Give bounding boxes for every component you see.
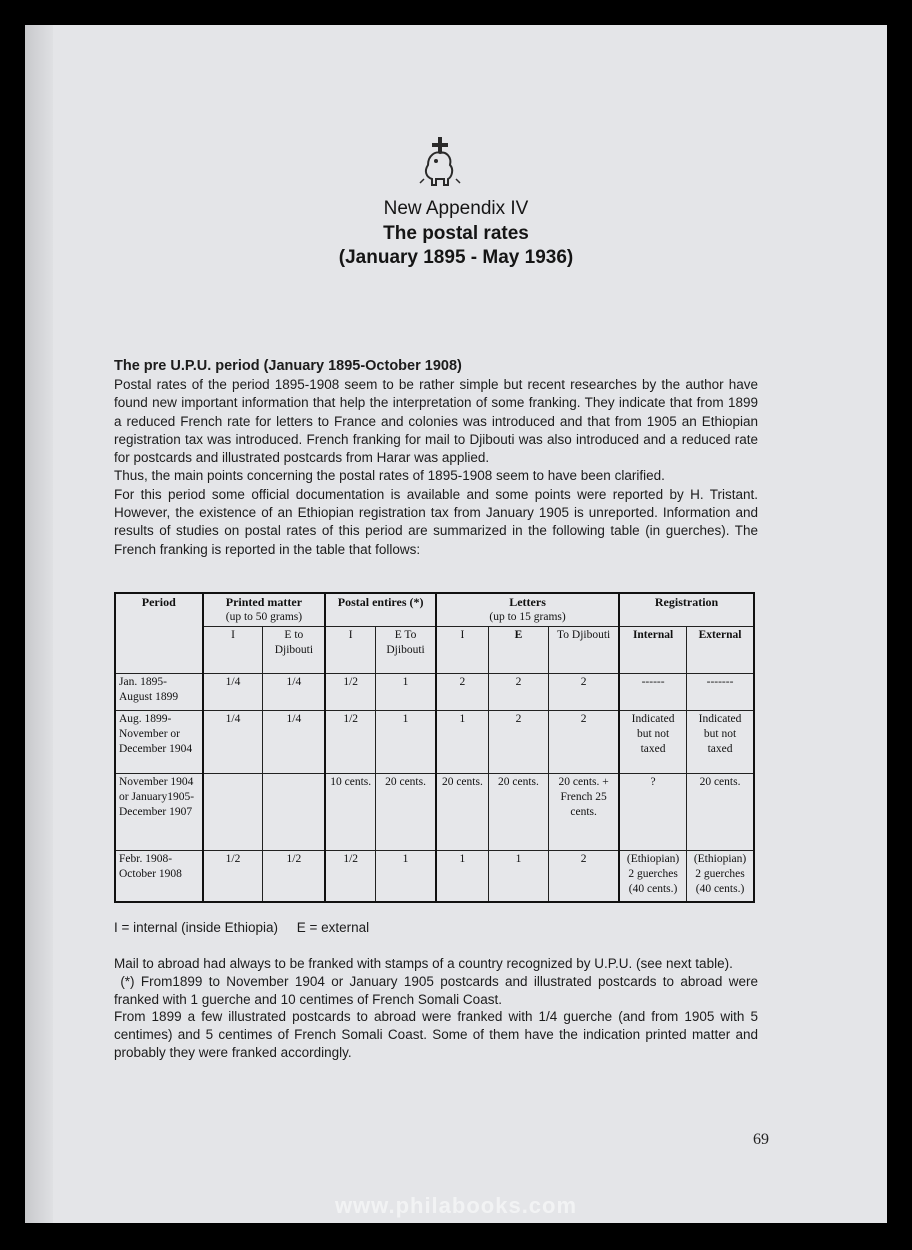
cell-period: Aug. 1899- November or December 1904	[115, 711, 203, 774]
table-row	[115, 851, 754, 903]
letters-label: Letters	[509, 595, 546, 609]
cell-period: Febr. 1908- October 1908	[115, 851, 203, 903]
table-cell: Indicated but not taxed	[687, 711, 754, 774]
sub-header: To Djibouti	[549, 627, 619, 674]
table-cell: 2	[549, 711, 619, 774]
postal-rates-table	[114, 592, 755, 903]
table-cell: 1	[376, 674, 436, 711]
table-cell: 1/4	[203, 674, 263, 711]
paragraph: Mail to abroad had always to be franked with stamps of a country recognized by U.P.U. (see next table).	[114, 956, 733, 971]
table-subheader-row	[115, 627, 754, 674]
sub-header: E	[488, 627, 548, 674]
table-cell: 1/2	[203, 851, 263, 903]
sub-header: Internal	[619, 627, 686, 674]
table-cell: -------	[687, 674, 754, 711]
table-cell: (Ethiopian) 2 guerches (40 cents.)	[619, 851, 686, 903]
table-legend: I = internal (inside Ethiopia) E = external	[114, 920, 370, 935]
sub-header: I	[203, 627, 263, 674]
paragraph: From 1899 a few illustrated postcards to abroad were franked with 1/4 guerche (and from 1905 with 5 centimes) and 5 centimes of French Somali Coast. Some of them have the indication printed matter and probably they were franked accordingly.	[114, 1009, 758, 1060]
page-subtitle: (January 1895 - May 1936)	[338, 247, 574, 268]
table-cell: 1/2	[263, 851, 325, 903]
sub-header: E To Djibouti	[376, 627, 436, 674]
table-cell: 1	[376, 851, 436, 903]
sub-header: I	[325, 627, 375, 674]
table-cell: 20 cents.	[436, 774, 488, 851]
page-number: 69	[753, 1131, 769, 1148]
table-cell	[203, 774, 263, 851]
cell-period: Jan. 1895- August 1899	[115, 674, 203, 711]
watermark: www.philabooks.com	[334, 1193, 578, 1218]
table-cell: 1	[436, 851, 488, 903]
section-title: The pre U.P.U. period (January 1895-October 1908)	[114, 358, 462, 374]
table-header-row	[115, 593, 754, 627]
col-header-printed-matter	[203, 593, 326, 627]
col-header-letters	[436, 593, 619, 627]
printed-matter-label: Printed matter	[225, 595, 303, 609]
table-row	[115, 674, 754, 711]
notes-body	[114, 955, 762, 1062]
paragraph: For this period some official documentation is available and some points were reported by H. Tristant. However, the existence of an Ethiopian registration tax from January 1905 is unreported. Information and results of studies on postal rates of this period are summarized in the following table (in guerches). The French franking is reported in the table that follows:	[114, 486, 758, 557]
paragraph: Postal rates of the period 1895-1908 seem to be rather simple but recent researches by the author have found new important information that help the interpretation of some franking. They indicate that from 1899 a reduced French rate for letters to France and colonies was introduced and that from 1905 an Ethiopian registration tax was introduced. French franking for mail to Djibouti was also introduced and a reduced rate for postcards and illustrated postcards from Harar was applied.	[114, 377, 758, 466]
paragraph: Thus, the main points concerning the postal rates of 1895-1908 seem to have been clarified.	[114, 468, 665, 484]
paragraph: (*) From1899 to November 1904 or January 1905 postcards and illustrated postcards to abroad were franked with 1 guerche and 10 centimes of French Somali Coast.	[114, 973, 762, 1007]
sub-header: External	[687, 627, 754, 674]
letters-sub: (up to 15 grams)	[489, 611, 566, 623]
table-cell: 20 cents.	[376, 774, 436, 851]
table-cell: ------	[619, 674, 686, 711]
page-title: The postal rates	[383, 223, 529, 244]
table-cell: 1/2	[325, 711, 375, 774]
table-cell: (Ethiopian) 2 guerches (40 cents.)	[687, 851, 754, 903]
appendix-label: New Appendix IV	[383, 198, 529, 219]
table-cell: 10 cents.	[325, 774, 375, 851]
table-cell: 2	[549, 674, 619, 711]
table-cell: 2	[488, 674, 548, 711]
cell-period: November 1904 or January1905- December 1907	[115, 774, 203, 851]
col-header-period: Period	[115, 593, 203, 674]
table-row	[115, 711, 754, 774]
table-cell: 20 cents.	[687, 774, 754, 851]
table-cell: Indicated but not taxed	[619, 711, 686, 774]
col-header-postal-entires: Postal entires (*)	[325, 593, 436, 627]
table-cell: 1/4	[263, 674, 325, 711]
sub-header: I	[436, 627, 488, 674]
table-cell: 20 cents. + French 25 cents.	[549, 774, 619, 851]
table-cell	[263, 774, 325, 851]
section-body	[114, 376, 758, 559]
table-cell: 1/2	[325, 851, 375, 903]
table-cell: 1/4	[263, 711, 325, 774]
table-cell: 2	[488, 711, 548, 774]
table-cell: ?	[619, 774, 686, 851]
table-row	[115, 774, 754, 851]
table-cell: 1/2	[325, 674, 375, 711]
printed-matter-sub: (up to 50 grams)	[225, 611, 303, 623]
table-cell: 1	[376, 711, 436, 774]
table-cell: 1/4	[203, 711, 263, 774]
table-cell: 2	[549, 851, 619, 903]
table-cell: 20 cents.	[488, 774, 548, 851]
table-cell: 2	[436, 674, 488, 711]
col-header-registration: Registration	[619, 593, 754, 627]
sub-header: E to Djibouti	[263, 627, 325, 674]
table-cell: 1	[436, 711, 488, 774]
table-cell: 1	[488, 851, 548, 903]
book-page	[25, 25, 887, 1223]
lion-of-judah-emblem-icon	[418, 135, 462, 187]
